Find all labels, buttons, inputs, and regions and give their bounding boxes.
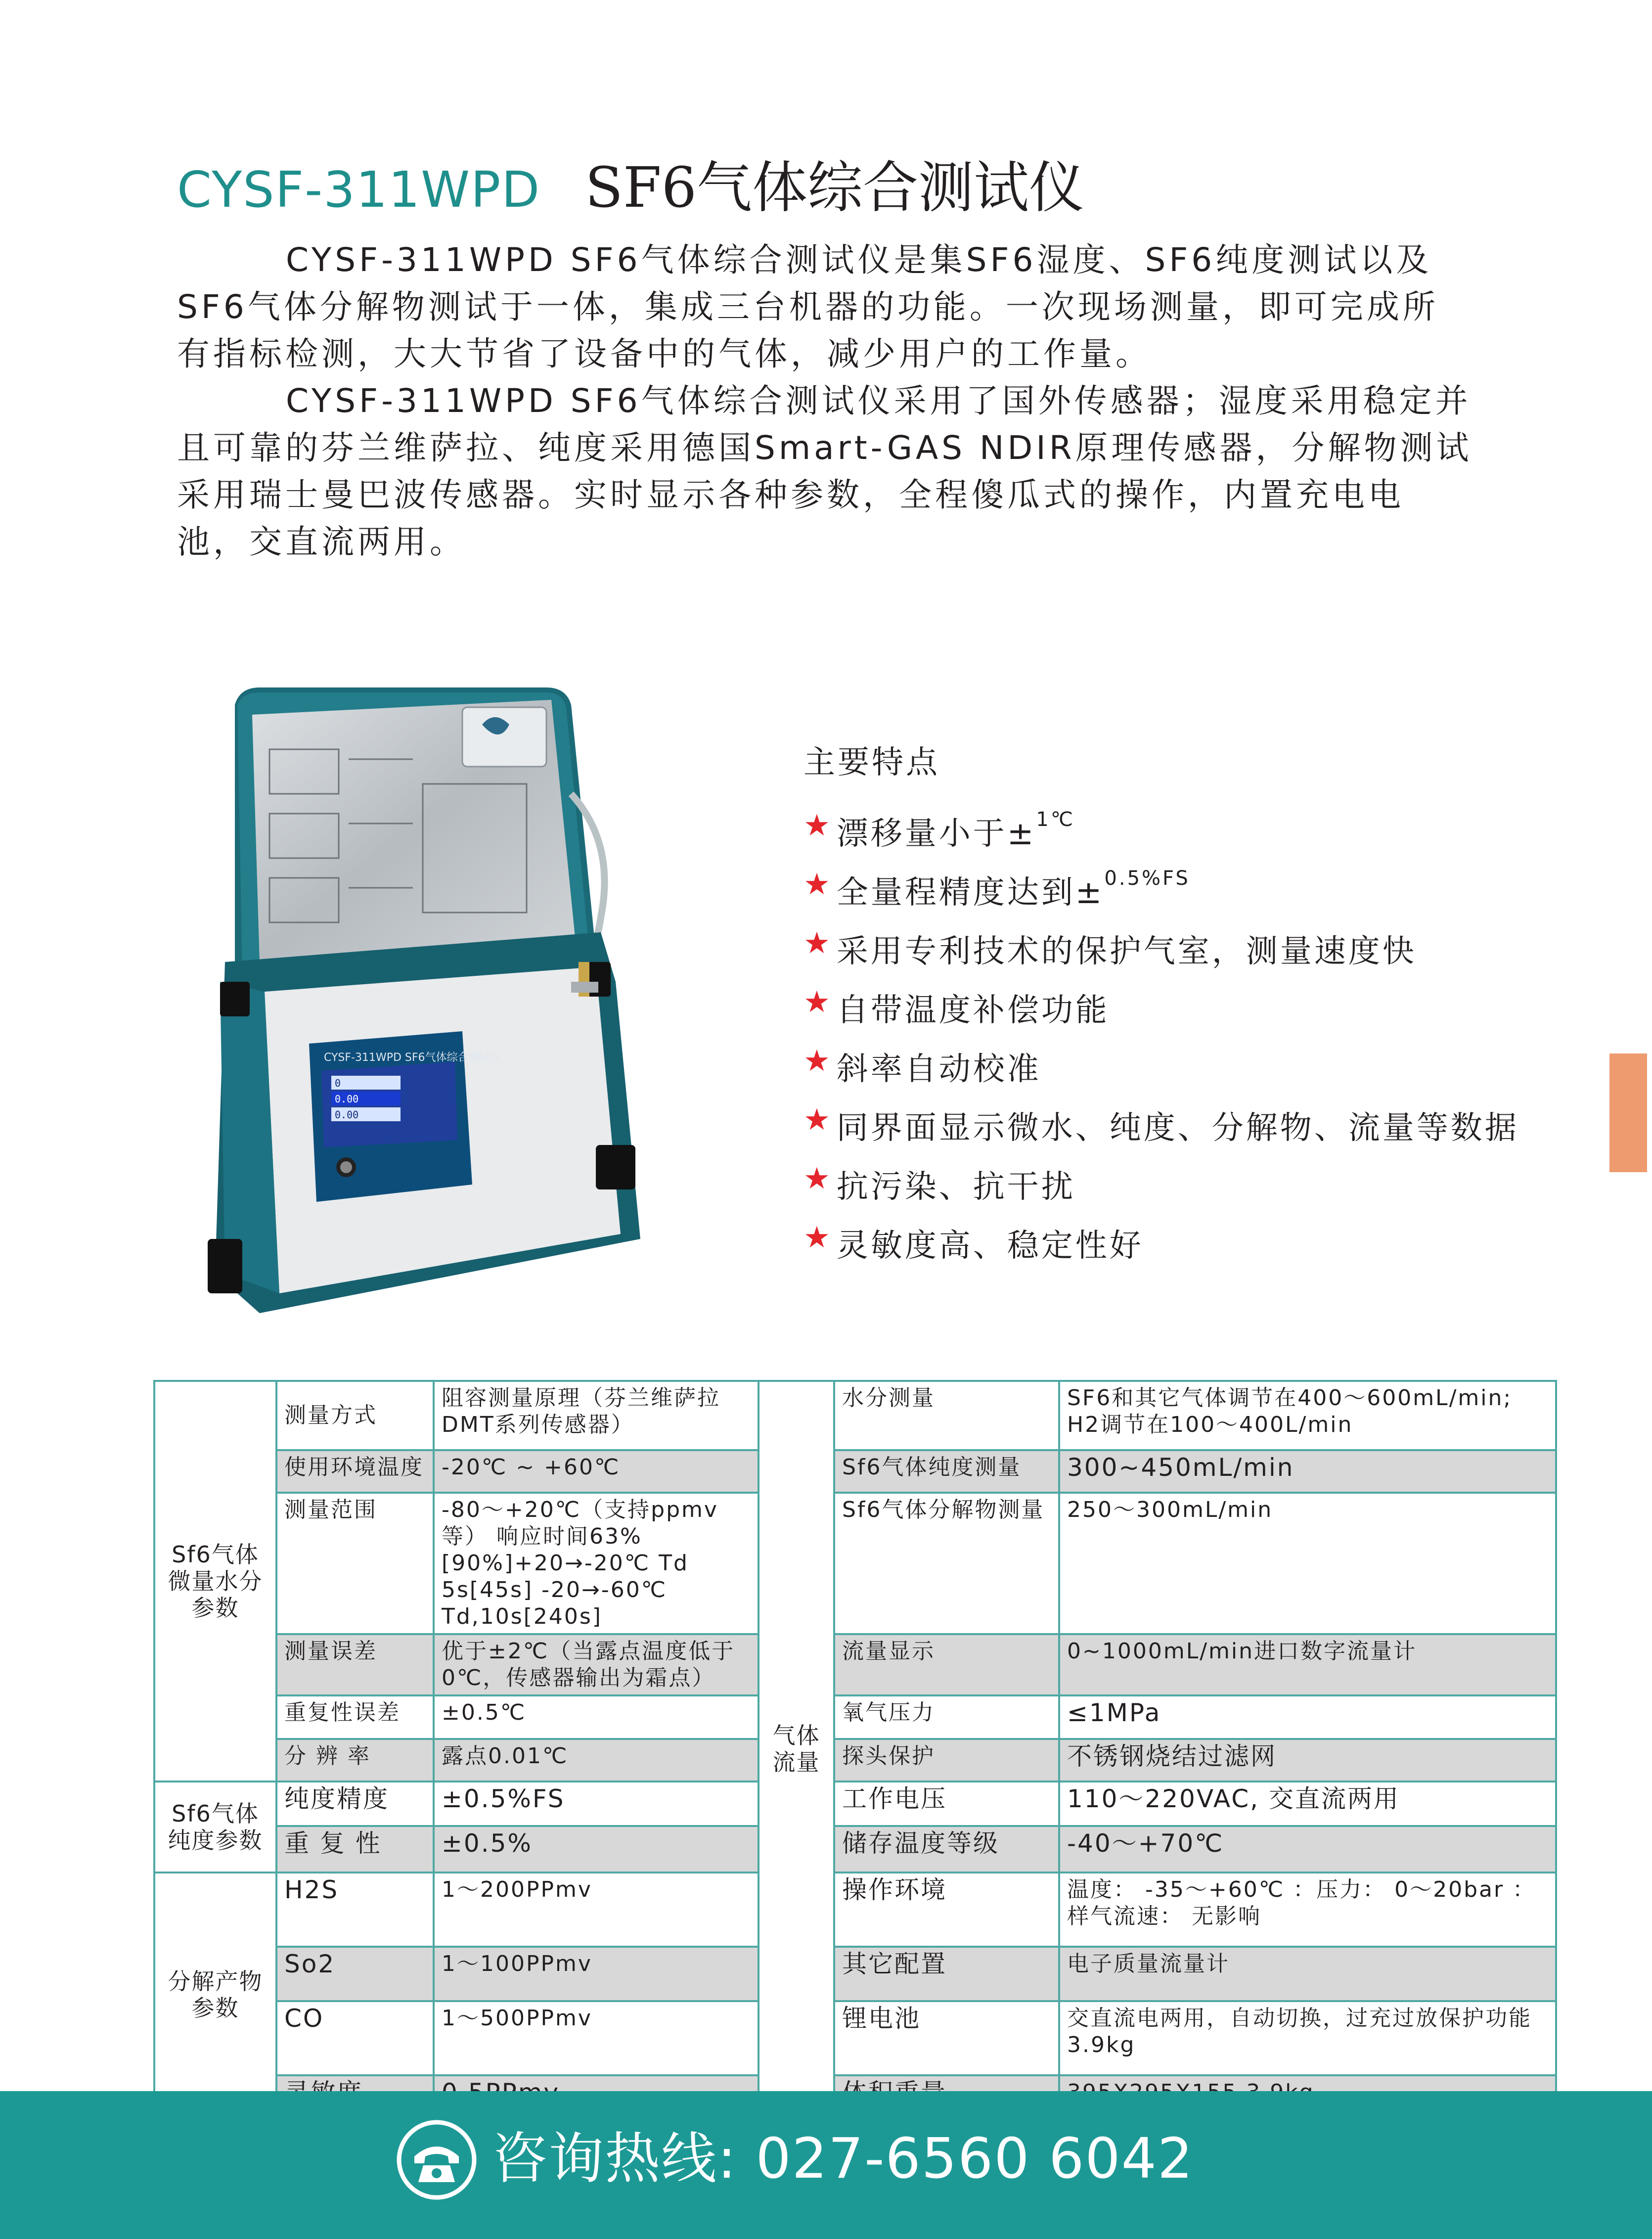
spec-value: 阻容测量原理（芬兰维萨拉DMT系列传感器） [434,1381,759,1450]
spec-value: 250～300mL/min [1059,1493,1556,1634]
model-number: CYSF-311WPD [177,161,541,219]
group-decomp: 分解产物参数 [154,1873,276,2117]
display-panel-title: CYSF-311WPD SF6气体综合测试仪 [324,1051,501,1064]
feature-item [804,1161,1575,1220]
red-star-icon: ★ [804,808,833,843]
table-row [154,1695,1556,1739]
red-star-icon: ★ [804,926,833,960]
spec-label: 锂电池 [834,2001,1059,2075]
feature-text: 采用专利技术的保护气室，测量速度快 [836,933,1417,970]
phone-icon [395,2118,479,2202]
spec-value: ±0.5%FS [434,1782,759,1826]
red-star-icon: ★ [804,1161,833,1196]
spec-label: 操作环境 [834,1873,1059,1947]
feature-item [804,1220,1575,1279]
feature-item [804,1102,1575,1161]
feature-text: 斜率自动校准 [836,1051,1041,1088]
spec-value: -80～+20℃（支持ppmv等） 响应时间63%[90%]+20→-20℃ Td 5s[45s] -20→-60℃ Td,10s[240s] [434,1493,759,1634]
spec-label: 重复性误差 [276,1695,434,1739]
intro-paragraph-2: CYSF-311WPD SF6气体综合测试仪采用了国外传感器；湿度采用稳定并且可靠的芬兰维萨拉、纯度采用德国Smart-GAS NDIR原理传感器，分解物测试采用瑞士曼巴波传感器。实时显示各种参数，全程傻瓜式的操作，内置充电电池，交直流两用。 [177,382,1473,561]
spec-label: H2S [276,1873,434,1947]
table-row [154,1381,1556,1450]
spec-label: CO [276,2001,434,2075]
product-name: SF6气体综合测试仪 [585,156,1084,220]
table-row [154,1634,1556,1695]
spec-value: 1～200PPmv [434,1873,759,1947]
screen-row-2: 0.00 [335,1093,359,1105]
spec-label: 使用环境温度 [276,1450,434,1493]
spec-value: 300~450mL/min [1059,1450,1556,1493]
red-star-icon: ★ [804,1044,833,1078]
spec-label: 测量误差 [276,1634,434,1695]
spec-value: SF6和其它气体调节在400～600mL/min; H2调节在100～400L/min [1059,1381,1556,1450]
spec-label: 水分测量 [834,1381,1059,1450]
intro-text [177,236,1473,565]
spec-label: 重 复 性 [276,1826,434,1873]
page-title [177,143,1084,218]
spec-value: ±0.5% [434,1826,759,1873]
side-tab-marker [1609,1053,1647,1172]
spec-label: 分 辨 率 [276,1739,434,1782]
spec-value: 0~1000mL/min进口数字流量计 [1059,1634,1556,1695]
feature-item [804,808,1575,867]
feature-text-small: 0.5%FS [1104,867,1190,890]
product-photo [205,685,747,1330]
table-row [154,1739,1556,1782]
feature-item [804,926,1575,985]
group-flow: 气体流量 [759,1381,834,2117]
spec-label: 储存温度等级 [834,1826,1059,1873]
feature-text: 全量程精度达到± [836,874,1105,911]
spec-label: Sf6气体分解物测量 [834,1493,1059,1634]
screen-row-1: 0 [335,1077,341,1089]
table-row [154,1826,1556,1873]
red-star-icon: ★ [804,1220,833,1255]
spec-value: 交直流电两用，自动切换，过充过放保护功能3.9kg [1059,2001,1556,2075]
feature-text-small: 1℃ [1036,808,1075,831]
group-moisture: Sf6气体微量水分参数 [154,1381,276,1782]
red-star-icon: ★ [804,1102,833,1137]
group-purity: Sf6气体纯度参数 [154,1782,276,1873]
table-row [154,1450,1556,1493]
feature-text: 同界面显示微水、纯度、分解物、流量等数据 [836,1110,1519,1146]
spec-table [153,1380,1557,2118]
spec-label: Sf6气体纯度测量 [834,1450,1059,1493]
spec-value: ±0.5℃ [434,1695,759,1739]
table-row [154,1947,1556,2001]
feature-text: 抗污染、抗干扰 [836,1169,1075,1205]
feature-item [804,867,1575,926]
intro-paragraph-1: CYSF-311WPD SF6气体综合测试仪是集SF6湿度、SF6纯度测试以及SF6气体分解物测试于一体，集成三台机器的功能。一次现场测量，即可完成所有指标检测，大大节省了设备中的气体，减少用户的工作量。 [177,241,1439,373]
features-list [804,808,1575,1279]
feature-text: 灵敏度高、稳定性好 [836,1228,1144,1264]
feature-item [804,1044,1575,1102]
table-row [154,1873,1556,1947]
spec-value: 110～220VAC, 交直流两用 [1059,1782,1556,1826]
spec-value: 电子质量流量计 [1059,1947,1556,2001]
red-star-icon: ★ [804,867,833,902]
spec-label: 其它配置 [834,1947,1059,2001]
spec-label: 氧气压力 [834,1695,1059,1739]
spec-value: 1～100PPmv [434,1947,759,2001]
spec-value: 露点0.01℃ [434,1739,759,1782]
spec-value: ≤1MPa [1059,1695,1556,1739]
spec-value: 温度： -35～+60℃ ：压力： 0～20bar ：样气流速： 无影响 [1059,1873,1556,1947]
spec-label: 流量显示 [834,1634,1059,1695]
spec-label: 纯度精度 [276,1782,434,1826]
table-row [154,1493,1556,1634]
spec-label: 测量方式 [276,1381,434,1450]
spec-label: 测量范围 [276,1493,434,1634]
features-title: 主要特点 [804,744,940,781]
red-star-icon: ★ [804,985,833,1019]
spec-value: -40～+70℃ [1059,1826,1556,1873]
spec-label: So2 [276,1947,434,2001]
table-row [154,1782,1556,1826]
feature-text: 自带温度补偿功能 [836,992,1110,1029]
spec-value: 优于±2℃（当露点温度低于0℃，传感器输出为霜点） [434,1634,759,1695]
feature-item [804,985,1575,1044]
spec-label: 探头保护 [834,1739,1059,1782]
table-row [154,2001,1556,2075]
spec-value: 1～500PPmv [434,2001,759,2075]
hotline-text: 咨询热线: 027-6560 6042 [492,2127,1194,2191]
spec-value: 不锈钢烧结过滤网 [1059,1739,1556,1782]
features-section [804,737,1575,1279]
spec-label: 工作电压 [834,1782,1059,1826]
feature-text: 漂移量小于± [836,816,1036,852]
spec-value: -20℃ ~ +60℃ [434,1450,759,1493]
screen-row-3: 0.00 [335,1109,359,1121]
